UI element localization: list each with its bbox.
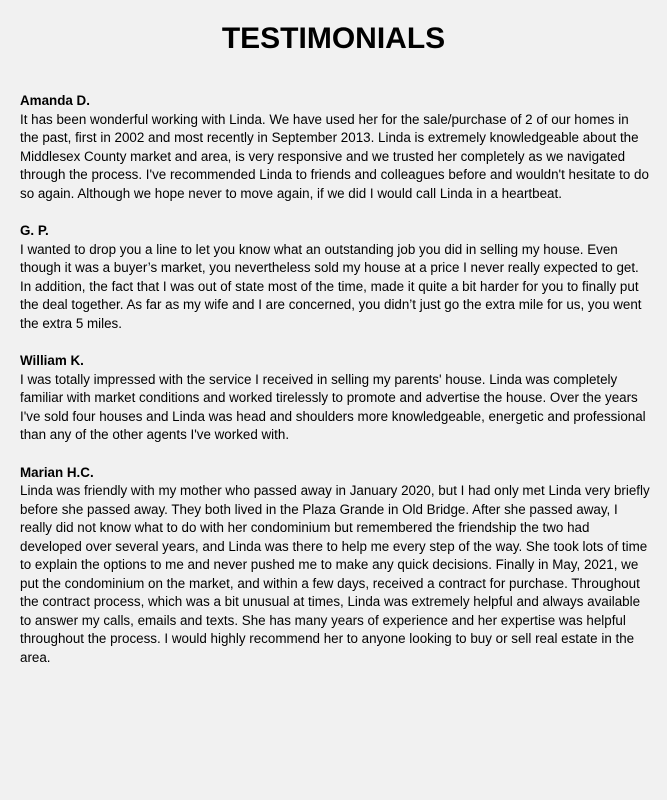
- testimonial-list: [20, 92, 650, 667]
- testimonial-text: I was totally impressed with the service I received in selling my parents' house. Linda was completely familiar with market conditions and worked tirelessly to promote and advertise the house. Over the years I've sold four houses and Linda was head and shoulders more knowledgeable, energetic and professional than any of the other agents I've worked with.: [20, 371, 646, 442]
- testimonial-author: G. P.: [20, 223, 49, 238]
- testimonial-amanda: [20, 92, 647, 203]
- testimonial-marian: [20, 464, 650, 668]
- testimonial-text: Linda was friendly with my mother who passed away in January 2020, but I had only met Linda very briefly before she passed away. They both lived in the Plaza Grande in Old Bridge. After she passed away, I really did not know what to do with her condominium but remembered the friendship the two had developed over several years, and Linda was there to help me every step of the way. She took lots of time to explain the options to me and never pushed me to make any quick decisions. Finally in May, 2021, we put the condominium on the market, and within a few days, received a contract for purchase. Throughout the contract process, which was a bit unusual at times, Linda was extremely helpful and always available to answer my calls, emails and texts. She has many years of experience and her expertise was helpful throughout the process. I would highly recommend her to anyone looking to buy or sell real estate in the area.: [20, 483, 650, 665]
- testimonial-gp: [20, 222, 647, 333]
- testimonial-author: William K.: [20, 353, 84, 368]
- page-title: TESTIMONIALS: [221, 22, 446, 55]
- testimonial-author: Amanda D.: [20, 93, 90, 108]
- testimonial-text: I wanted to drop you a line to let you know what an outstanding job you did in selling my house. Even though it was a buyer’s market, you nevertheless sold my house at a price I never really expected to get. In addition, the fact that I was out of state most of the time, made it quite a bit harder for you to finally put the deal together. As far as my wife and I are concerned, you didn’t just go the extra mile for us, you went the extra 5 miles.: [20, 241, 642, 331]
- testimonial-author: Marian H.C.: [20, 464, 94, 480]
- testimonial-text: It has been wonderful working with Linda. We have used her for the sale/purchase of 2 of our homes in the past, first in 2002 and most recently in September 2013. Linda is extremely knowledgeable about the Middlesex County market and area, is very responsive and we trusted her completely as we navigated through the process. I've recommended Linda to friends and colleagues before and wouldn't hesitate to do so again. Although we hope never to move again, if we did I would call Linda in a heartbeat.: [20, 111, 649, 201]
- testimonial-william: [20, 352, 647, 445]
